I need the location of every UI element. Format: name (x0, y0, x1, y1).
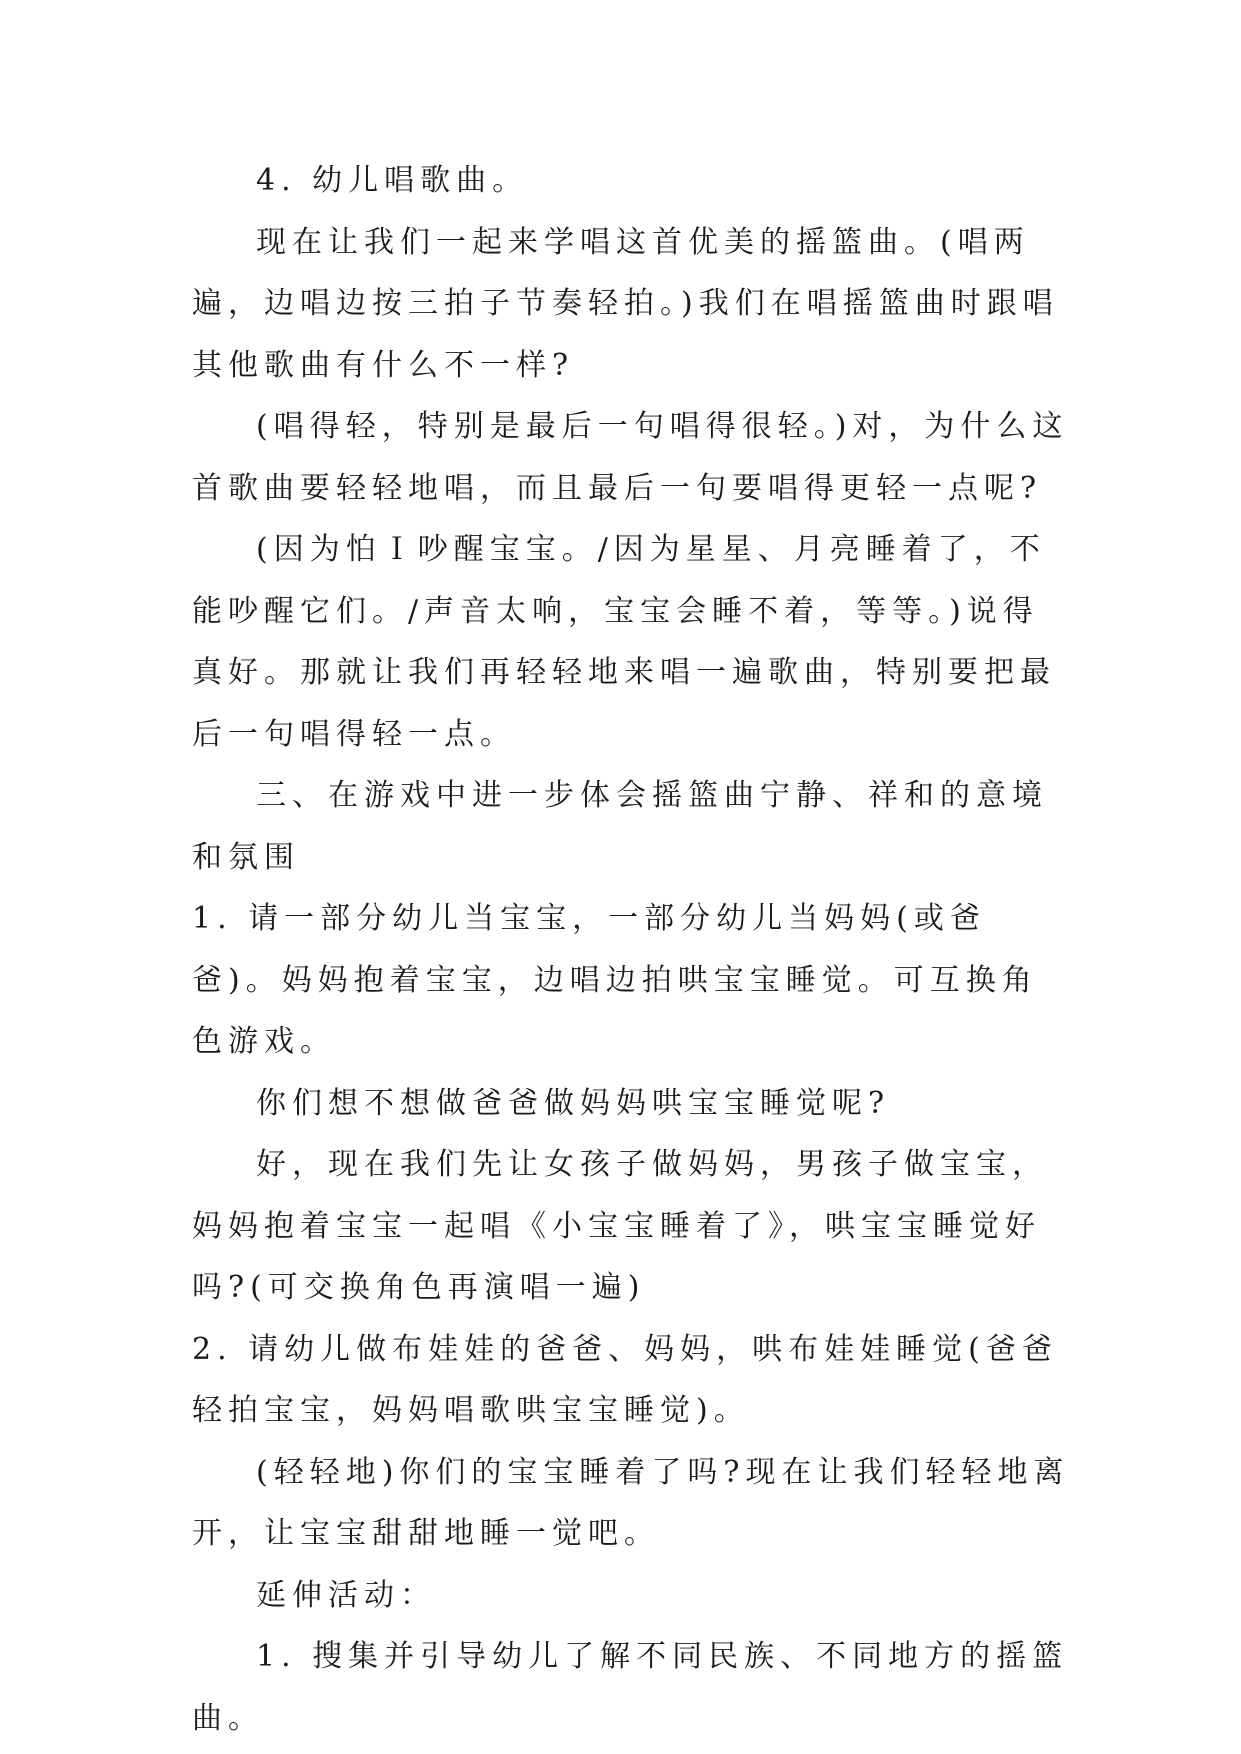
paragraph-learn-lullaby: 现在让我们一起来学唱这首优美的摇篮曲。(唱两遍，边唱边按三拍子节奏轻拍。)我们在唱摇篮曲时跟唱其他歌曲有什么不一样? (192, 224, 1059, 383)
paragraph-game-step-1: 1. 请一部分幼儿当宝宝，一部分幼儿当妈妈(或爸爸)。妈妈抱着宝宝，边唱边拍哄宝宝睡觉。可互换角色游戏。 (192, 901, 1038, 1059)
paragraph-game-step-2: 2. 请幼儿做布娃娃的爸爸、妈妈，哄布娃娃睡觉(爸爸轻拍宝宝，妈妈唱歌哄宝宝睡觉)。 (192, 1331, 1058, 1428)
paragraph-sing-softly: (唱得轻，特别是最后一句唱得很轻。)对，为什么这首歌曲要轻轻地唱，而且最后一句要唱得更轻一点呢? (192, 409, 1069, 506)
paragraph-question: 你们想不想做爸爸做妈妈哄宝宝睡觉呢? (256, 1085, 891, 1121)
section-heading-game: 三、在游戏中进一步体会摇篮曲宁静、祥和的意境和氛围 (192, 778, 1048, 875)
paragraph-reasons: (因为怕Ｉ吵醒宝宝。/因为星星、月亮睡着了，不能吵醒它们。/声音太响，宝宝会睡不着，等等。)说得真好。那就让我们再轻轻地来唱一遍歌曲，特别要把最后一句唱得轻一点。 (192, 532, 1056, 752)
paragraph-role-play: 好，现在我们先让女孩子做妈妈，男孩子做宝宝，妈妈抱着宝宝一起唱《小宝宝睡着了》，哄宝宝睡觉好吗?(可交换角色再演唱一遍) (192, 1147, 1048, 1305)
paragraph-step-4-heading: 4. 幼儿唱歌曲。 (256, 163, 529, 198)
paragraph-leave-quietly: (轻轻地)你们的宝宝睡着了吗?现在让我们轻轻地离开，让宝宝甜甜地睡一觉吧。 (192, 1454, 1070, 1551)
document-body (192, 150, 1072, 1749)
extension-activity-heading: 延伸活动： (256, 1577, 436, 1613)
extension-activity-item-1: 1. 搜集并引导幼儿了解不同民族、不同地方的摇篮曲。 (192, 1639, 1069, 1736)
